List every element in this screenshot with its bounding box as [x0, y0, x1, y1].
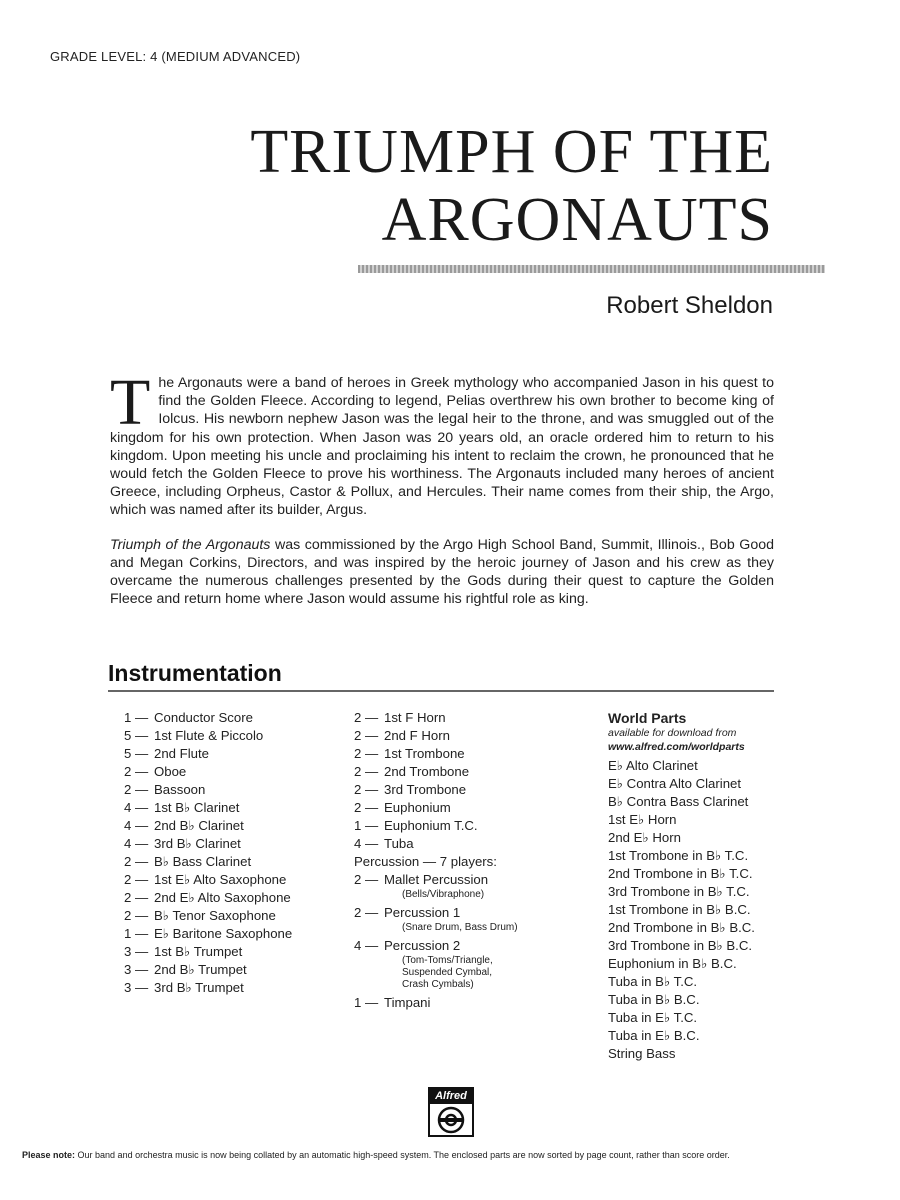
- instrument-row: [354, 781, 518, 799]
- world-part-item: 1st Trombone in B♭ T.C.: [608, 848, 749, 863]
- instrument-name: 3rd Trombone: [384, 782, 467, 797]
- world-parts-title: World Parts: [608, 710, 687, 726]
- instrument-name: Tuba: [384, 836, 414, 851]
- grade-level: GRADE LEVEL: 4 (MEDIUM ADVANCED): [50, 49, 301, 64]
- instrument-quantity: 3 —: [124, 962, 149, 977]
- instrument-name: 2nd E♭ Alto Saxophone: [154, 890, 291, 905]
- instrument-row: [124, 835, 292, 853]
- instrument-quantity: 2 —: [354, 710, 379, 725]
- world-parts-note: available for download from: [608, 727, 737, 739]
- instrument-row: [124, 961, 292, 979]
- world-part-item: Tuba in B♭ B.C.: [608, 992, 700, 1007]
- world-part-item: 2nd Trombone in B♭ B.C.: [608, 920, 755, 935]
- piece-title-italic: Triumph of the Argonauts: [110, 536, 271, 553]
- instrument-row: [354, 799, 518, 817]
- instrument-quantity: 2 —: [354, 728, 379, 743]
- instrument-name: E♭ Baritone Saxophone: [154, 926, 293, 941]
- instrument-row: [124, 727, 292, 745]
- instrument-name: 1st F Horn: [384, 710, 446, 725]
- instrument-name: Mallet Percussion: [384, 872, 489, 887]
- instrument-quantity: 2 —: [354, 782, 379, 797]
- instrument-name: 2nd Trombone: [384, 764, 470, 779]
- instrument-name: B♭ Tenor Saxophone: [154, 908, 276, 923]
- instrument-row: [354, 871, 518, 889]
- instrument-quantity: 1 —: [124, 710, 149, 725]
- percussion-detail: (Snare Drum, Bass Drum): [402, 922, 518, 933]
- percussion-detail: (Tom-Toms/Triangle,: [402, 955, 493, 966]
- instrument-quantity: 2 —: [354, 764, 379, 779]
- notes-paragraph-1: [110, 366, 774, 520]
- instrument-quantity: 3 —: [124, 980, 149, 995]
- percussion-heading: Percussion — 7 players:: [354, 854, 497, 869]
- page-title: [250, 118, 773, 254]
- world-parts-url: www.alfred.com/worldparts: [608, 741, 745, 753]
- drop-cap: T: [110, 366, 151, 439]
- instrument-name: 2nd Flute: [154, 746, 209, 761]
- instrument-quantity: 3 —: [124, 944, 149, 959]
- instrument-quantity: 2 —: [124, 764, 149, 779]
- instrument-name: 1st B♭ Clarinet: [154, 800, 240, 815]
- instrument-row: [354, 709, 518, 727]
- instrument-quantity: 1 —: [124, 926, 149, 941]
- instrument-row: [124, 781, 292, 799]
- instrument-column-1: [124, 709, 292, 997]
- instrument-name: 2nd B♭ Clarinet: [154, 818, 244, 833]
- instrument-name: Timpani: [384, 995, 431, 1010]
- world-part-item: 1st E♭ Horn: [608, 812, 677, 827]
- footer-text: Our band and orchestra music is now being collated by an automatic high-speed system. The enclosed parts are now sorted by page count, rather than score order.: [75, 1150, 730, 1160]
- instrument-row: [124, 943, 292, 961]
- instrument-name: Conductor Score: [154, 710, 253, 725]
- instrument-name: 3rd B♭ Clarinet: [154, 836, 241, 851]
- instrument-row: [354, 904, 518, 922]
- instrument-name: 1st Flute & Piccolo: [154, 728, 264, 743]
- instrument-quantity: 2 —: [124, 782, 149, 797]
- world-part-item: E♭ Contra Alto Clarinet: [608, 776, 742, 791]
- title-line-1: TRIUMPH OF THE: [250, 118, 773, 186]
- world-part-item: 2nd E♭ Horn: [608, 830, 681, 845]
- title-line-2: ARGONAUTS: [381, 186, 773, 254]
- title-divider: [358, 265, 825, 273]
- instrument-row: [124, 817, 292, 835]
- instrument-name: Percussion 2: [384, 938, 461, 953]
- instrument-quantity: 2 —: [124, 854, 149, 869]
- instrument-quantity: 2 —: [124, 908, 149, 923]
- instrument-quantity: 4 —: [354, 938, 379, 953]
- instrument-row: [354, 745, 518, 763]
- instrument-row: [354, 817, 518, 835]
- percussion-detail: (Bells/Vibraphone): [402, 889, 485, 900]
- world-part-item: 1st Trombone in B♭ B.C.: [608, 902, 751, 917]
- instrument-name: Euphonium T.C.: [384, 818, 478, 833]
- instrument-name: 1st E♭ Alto Saxophone: [154, 872, 287, 887]
- program-notes: [110, 366, 774, 608]
- instrument-name: Bassoon: [154, 782, 206, 797]
- world-part-item: Tuba in B♭ T.C.: [608, 974, 698, 989]
- instrument-row: [124, 745, 292, 763]
- instrument-quantity: 4 —: [354, 836, 379, 851]
- instrument-quantity: 4 —: [124, 836, 149, 851]
- percussion-detail: Crash Cymbals): [402, 979, 474, 990]
- instrument-row: [354, 937, 518, 955]
- world-part-item: Tuba in E♭ T.C.: [608, 1010, 698, 1025]
- instrument-row: [124, 763, 292, 781]
- instrument-row: [124, 925, 292, 943]
- world-part-item: Tuba in E♭ B.C.: [608, 1028, 700, 1043]
- instrument-quantity: 2 —: [354, 905, 379, 920]
- instrument-row: [124, 979, 292, 997]
- instrument-quantity: 4 —: [124, 818, 149, 833]
- instrument-quantity: 2 —: [354, 800, 379, 815]
- instrument-row: [124, 889, 292, 907]
- instrument-quantity: 1 —: [354, 818, 379, 833]
- instrument-row: [354, 835, 518, 853]
- instrument-quantity: 2 —: [124, 872, 149, 887]
- instrument-row: [124, 871, 292, 889]
- world-part-item: 3rd Trombone in B♭ T.C.: [608, 884, 750, 899]
- instrument-quantity: 1 —: [354, 995, 379, 1010]
- notes-paragraph-1-text: he Argonauts were a band of heroes in Greek mythology who accompanied Jason in his quest to find the Golden Fleece. According to legend, Pelias overthrew his own brother to become king of Iolcus. His newborn nephew Jason was the legal heir to the throne, and was smuggled out of the kingdom for his own protection. When Jason was 20 years old, an oracle ordered him to return to his kingdom. Upon meeting his uncle and proclaiming his intent to reclaim the crown, he pronounced that he would fetch the Golden Fleece to prove his worthiness. The Argonauts included many heroes of ancient Greece, including Orpheus, Castor & Pollux, and Hercules. Their name comes from their ship, the Argo, which was named after its builder, Argus.: [110, 375, 774, 519]
- world-part-item: B♭ Contra Bass Clarinet: [608, 794, 749, 809]
- alfred-logo: [428, 1087, 474, 1137]
- world-part-item: Euphonium in B♭ B.C.: [608, 956, 737, 971]
- instrumentation-divider: [108, 690, 774, 692]
- instrument-quantity: 2 —: [354, 872, 379, 887]
- notes-paragraph-2-text: was commissioned by the Argo High School Band, Summit, Illinois., Bob Good and Megan Corkins, Directors, and was inspired by the heroic journey of Jason and his crew as they overcame the numerous challenges presented by the Gods during their quest to capture the Golden Fleece and return home where Jason would assume his rightful role as king.: [110, 536, 774, 608]
- instrument-quantity: 5 —: [124, 728, 149, 743]
- instrument-name: 2nd F Horn: [384, 728, 450, 743]
- instrument-name: Euphonium: [384, 800, 451, 815]
- instrument-row: [124, 709, 292, 727]
- alfred-logo-icon: [436, 1106, 466, 1134]
- instrument-name: B♭ Bass Clarinet: [154, 854, 252, 869]
- instrument-name: 1st B♭ Trumpet: [154, 944, 243, 959]
- instrument-row: [354, 763, 518, 781]
- world-part-item: E♭ Alto Clarinet: [608, 758, 698, 773]
- instrument-quantity: 2 —: [124, 890, 149, 905]
- world-part-item: String Bass: [608, 1046, 676, 1061]
- world-parts-column: [608, 709, 755, 1063]
- instrument-quantity: 4 —: [124, 800, 149, 815]
- instrument-name: 1st Trombone: [384, 746, 465, 761]
- composer-name: Robert Sheldon: [606, 292, 773, 319]
- world-part-item: 2nd Trombone in B♭ T.C.: [608, 866, 753, 881]
- footer-label: Please note:: [22, 1150, 76, 1160]
- instrument-column-2: [354, 709, 518, 1012]
- instrument-row: [354, 994, 518, 1012]
- instrument-quantity: 5 —: [124, 746, 149, 761]
- instrument-quantity: 2 —: [354, 746, 379, 761]
- footer-note: [22, 1150, 878, 1160]
- instrument-name: 2nd B♭ Trumpet: [154, 962, 247, 977]
- instrument-row: [354, 727, 518, 745]
- instrument-name: 3rd B♭ Trumpet: [154, 980, 244, 995]
- instrument-row: [124, 907, 292, 925]
- instrumentation-heading: Instrumentation: [108, 660, 282, 686]
- world-part-item: 3rd Trombone in B♭ B.C.: [608, 938, 753, 953]
- instrument-row: [124, 799, 292, 817]
- instrument-name: Oboe: [154, 764, 187, 779]
- percussion-detail: Suspended Cymbal,: [402, 967, 493, 978]
- instrument-row: [124, 853, 292, 871]
- notes-paragraph-2: [110, 536, 774, 609]
- instrument-name: Percussion 1: [384, 905, 461, 920]
- alfred-logo-text: Alfred: [430, 1089, 472, 1104]
